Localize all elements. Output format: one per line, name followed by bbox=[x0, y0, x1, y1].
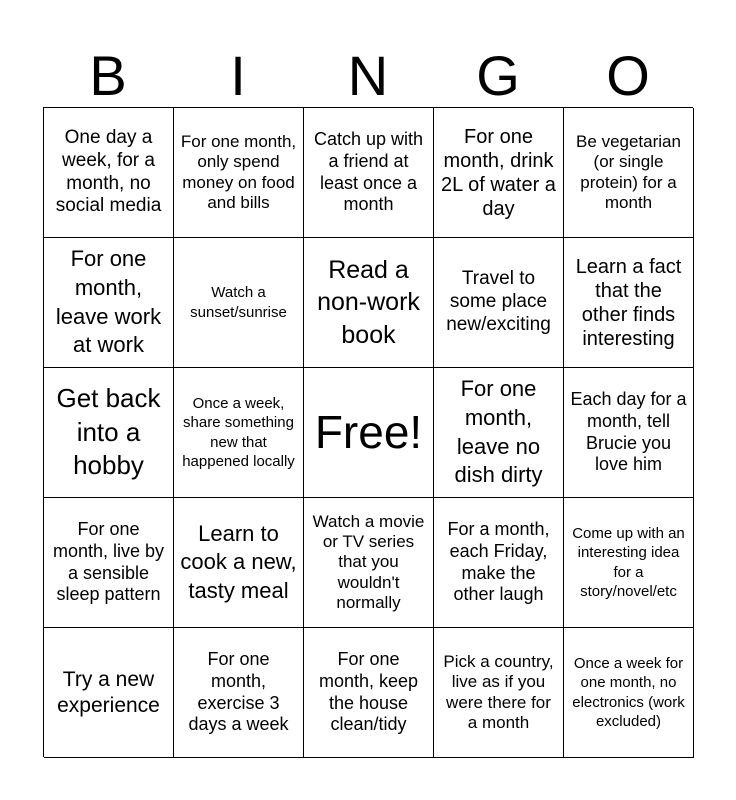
bingo-cell[interactable]: Travel to some place new/exciting bbox=[434, 238, 564, 368]
header-letter-n: N bbox=[347, 44, 389, 107]
bingo-cell[interactable]: Watch a movie or TV series that you wouldn't normally bbox=[304, 498, 434, 628]
bingo-cell[interactable]: One day a week, for a month, no social media bbox=[44, 108, 174, 238]
bingo-cell[interactable]: Pick a country, live as if you were there for a month bbox=[434, 628, 564, 758]
bingo-cell[interactable]: For one month, exercise 3 days a week bbox=[174, 628, 304, 758]
bingo-cell[interactable]: For one month, only spend money on food and bills bbox=[174, 108, 304, 238]
bingo-cell[interactable]: Learn to cook a new, tasty meal bbox=[174, 498, 304, 628]
bingo-cell[interactable]: Come up with an interesting idea for a story/novel/etc bbox=[564, 498, 694, 628]
header-letter-o: O bbox=[606, 44, 650, 107]
bingo-board bbox=[43, 107, 693, 757]
bingo-cell[interactable]: For one month, keep the house clean/tidy bbox=[304, 628, 434, 758]
bingo-cell[interactable]: Be vegetarian (or single protein) for a month bbox=[564, 108, 694, 238]
bingo-header bbox=[43, 44, 693, 108]
bingo-cell[interactable]: Learn a fact that the other finds interesting bbox=[564, 238, 694, 368]
bingo-cell[interactable]: For one month, live by a sensible sleep pattern bbox=[44, 498, 174, 628]
bingo-cell[interactable]: Get back into a hobby bbox=[44, 368, 174, 498]
bingo-cell[interactable]: For a month, each Friday, make the other laugh bbox=[434, 498, 564, 628]
bingo-cell[interactable]: Read a non-work book bbox=[304, 238, 434, 368]
header-letter-b: B bbox=[89, 44, 127, 107]
header-letter-i: I bbox=[230, 44, 246, 107]
bingo-cell[interactable]: Catch up with a friend at least once a month bbox=[304, 108, 434, 238]
bingo-cell[interactable]: Once a week, share something new that happened locally bbox=[174, 368, 304, 498]
bingo-cell[interactable]: Try a new experience bbox=[44, 628, 174, 758]
bingo-cell[interactable]: For one month, leave no dish dirty bbox=[434, 368, 564, 498]
bingo-cell[interactable]: For one month, drink 2L of water a day bbox=[434, 108, 564, 238]
bingo-cell[interactable]: Watch a sunset/sunrise bbox=[174, 238, 304, 368]
header-letter-g: G bbox=[476, 44, 520, 107]
bingo-cell[interactable]: Once a week for one month, no electronics (work excluded) bbox=[564, 628, 694, 758]
free-space[interactable]: Free! bbox=[304, 368, 434, 498]
bingo-cell[interactable]: Each day for a month, tell Brucie you love him bbox=[564, 368, 694, 498]
bingo-cell[interactable]: For one month, leave work at work bbox=[44, 238, 174, 368]
